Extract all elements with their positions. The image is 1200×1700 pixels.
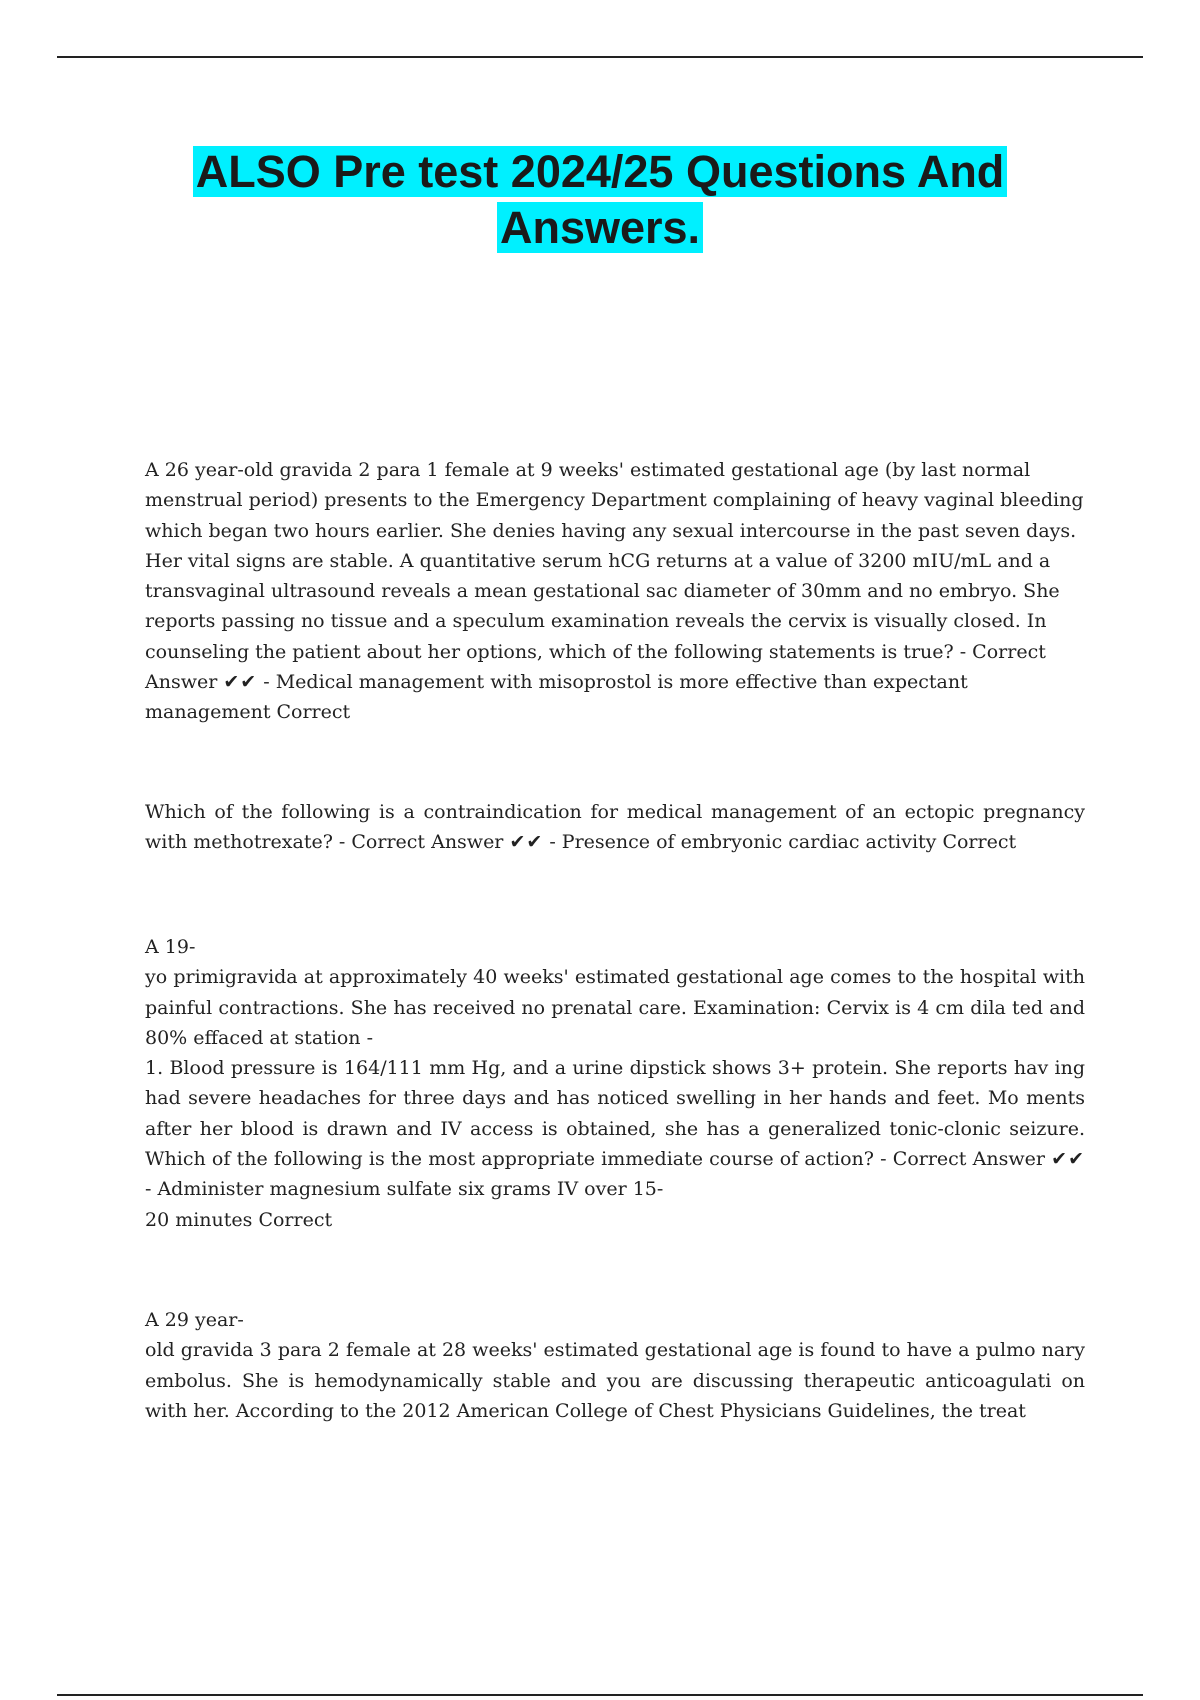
document-title: [0, 144, 1200, 256]
question-block-4: [145, 1305, 1085, 1426]
bottom-divider: [57, 1694, 1143, 1696]
question-text-continued: 1. Blood pressure is 164/111 mm Hg, and a urine dipstick shows 3+ protein. She reports hav ing had severe headaches for three days and has noticed swelling in her hands and feet. Mo ments after her blood is drawn and IV access is obtained, she has a generalized tonic-clonic seizure. Which of the following is the most appropriate immediate course of action? - Correct Answer: [145, 1057, 1085, 1171]
question-text: A 26 year-old gravida 2 para 1 female at 9 weeks' estimated gestational age (by last normal menstrual period) presents to the Emergency Department complaining of heavy vaginal bleeding which began two hours earlier. She denies having any sexual intercourse in the past seven days. Her vital signs are stable. A quantitative serum hCG returns at a value of 3200 mIU/mL and a transvaginal ultrasound reveals a mean gestational sac diameter of 30mm and no embryo. She reports passing no tissue and a speculum examination reveals the cervix is visually closed. In counseling the patient about her options, which of the following statements is true? - Correct Answer: [145, 459, 1084, 694]
question-block-1: [145, 455, 1085, 728]
question-intro: A 29 year-: [145, 1309, 244, 1331]
answer-text: - Medical management with misoprostol is more effective than expectant management Correct: [145, 671, 968, 724]
check-mark-icon: ✔✔: [1051, 1148, 1085, 1171]
answer-text: - Presence of embryonic cardiac activity Correct: [549, 831, 1017, 854]
title-line-1: ALSO Pre test 2024/25 Questions And: [193, 146, 1008, 197]
answer-text-continued: 20 minutes Correct: [145, 1208, 333, 1231]
question-block-2: [145, 797, 1085, 858]
check-mark-icon: ✔✔: [509, 831, 544, 854]
question-text: old gravida 3 para 2 female at 28 weeks' estimated gestational age is found to have a pulmo nary embolus. She is hemodynamically stable and you are discussing therapeutic anticoagulati on with her. According to the 2012 American College of Chest Physicians Guidelines, the treat: [145, 1339, 1085, 1422]
answer-text: - Administer magnesium sulfate six grams IV over 15-: [145, 1178, 664, 1201]
top-divider: [57, 56, 1143, 58]
question-block-3: [145, 932, 1085, 1235]
question-text: yo primigravida at approximately 40 weeks' estimated gestational age comes to the hospital with painful contractions. She has received no prenatal care. Examination: Cervix is 4 cm dila ted and 80% effaced at station -: [145, 966, 1085, 1049]
title-line-2: Answers.: [497, 202, 703, 253]
question-text: Which of the following is a contraindication for medical management of an ectopic pregnancy with methotrexate? - Correct Answer: [145, 801, 1085, 854]
question-intro: A 19-: [145, 936, 196, 958]
check-mark-icon: ✔✔: [223, 671, 258, 694]
